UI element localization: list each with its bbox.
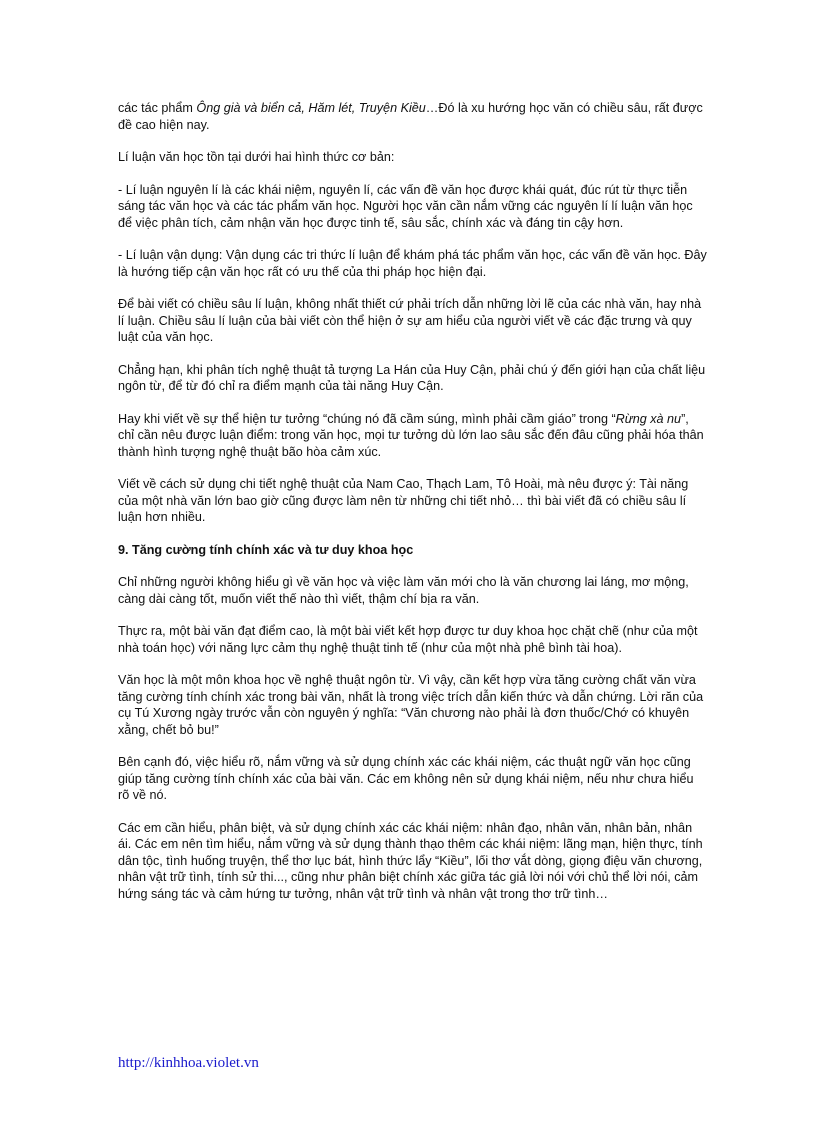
paragraph-7-pre: Hay khi viết về sự thể hiện tư tưởng “chúng nó đã cầm súng, mình phải cầm giáo” trong “ — [118, 411, 616, 426]
paragraph-8: Viết về cách sử dụng chi tiết nghệ thuật của Nam Cao, Thạch Lam, Tô Hoài, mà nêu được ý: Tài năng của một nhà văn lớn bao giờ cũng được làm nên từ những chi tiết nhỏ… thì bài viết đã có chiều sâu lí luận hơn nhiều. — [118, 477, 689, 524]
paragraph-6: Chẳng hạn, khi phân tích nghệ thuật tả tượng La Hán của Huy Cận, phải chú ý đến giới hạn của chất liệu ngôn từ, để từ đó chỉ ra điểm mạnh của tài năng Huy Cận. — [118, 362, 706, 393]
paragraph-1 — [118, 100, 708, 133]
paragraph-10: Thực ra, một bài văn đạt điểm cao, là một bài viết kết hợp được tư duy khoa học chặt chẽ (như của một nhà toán học) với năng lực cảm thụ nghệ thuật tinh tế (như của một nhà phê bình tài hoa). — [118, 624, 698, 655]
work-title: Rừng xà nu — [615, 411, 682, 426]
paragraph-9: Chỉ những người không hiểu gì về văn học và việc làm văn mới cho là văn chương lai láng, mơ mộng, càng dài càng tốt, muốn viết thế nào thì viết, thậm chí bịa ra văn. — [118, 575, 689, 606]
paragraph-1-pre: các tác phẩm — [118, 101, 197, 115]
paragraph-5: Để bài viết có chiều sâu lí luận, không nhất thiết cứ phải trích dẫn những lời lẽ của các nhà văn, hay nhà lí luận. Chiều sâu lí luận của bài viết còn thể hiện ở sự am hiểu của người viết về các đặc trưng và quy luật của văn học. — [118, 297, 702, 344]
paragraph-1-post: …Đó là xu hướng học văn có chiều sâu, rất được đề cao hiện nay. — [118, 101, 703, 132]
paragraph-2: Lí luận văn học tồn tại dưới hai hình thức cơ bản: — [118, 150, 395, 164]
section-heading: 9. Tăng cường tính chính xác và tư duy khoa học — [118, 542, 414, 557]
paragraph-3: - Lí luận nguyên lí là các khái niệm, nguyên lí, các vấn đề văn học được khái quát, đúc rút từ thực tiễn sáng tác văn học và các tác phẩm văn học. Người học văn cần nắm vững các nguyên lí lí luận văn học để việc phân tích, cảm nhận văn học được tinh tế, sâu sắc, chính xác và đáng tin cậy hơn. — [118, 182, 693, 230]
paragraph-13: Các em cần hiểu, phân biệt, và sử dụng chính xác các khái niệm: nhân đạo, nhân văn, nhân bản, nhân ái. Các em nên tìm hiểu, nắm vững và sử dụng thành thạo thêm các khái niệm: lãng mạn, hiện thực, tính dân tộc, tình huống truyện, thể thơ lục bát, hình thức lẩy “Kiều”, lối thơ vắt dòng, giọng điệu văn chương, nhân vật trữ tình, tính sử thi..., cũng như phân biệt chính xác giữa tác giả lời nói với chủ thể lời nói, cảm hứng sáng tác và cảm hứng tư tưởng, nhân vật trữ tình và nhân vật trong thơ trữ tình… — [118, 820, 703, 901]
paragraph-12: Bên cạnh đó, việc hiểu rõ, nắm vững và sử dụng chính xác các khái niệm, các thuật ngữ văn học cũng giúp tăng cường tính chính xác của bài văn. Các em không nên sử dụng khái niệm, nếu như chưa hiểu rõ về nó. — [118, 755, 694, 802]
document-body — [118, 100, 708, 918]
paragraph-7 — [118, 411, 708, 461]
paragraph-11: Văn học là một môn khoa học về nghệ thuật ngôn từ. Vì vậy, cần kết hợp vừa tăng cường chất văn vừa tăng cường tính chính xác trong bài văn, nhất là trong việc trích dẫn kiến thức và dẫn chứng. Lời răn của cụ Tú Xương ngày trước vẫn còn nguyên ý nghĩa: “Văn chương nào phải là đơn thuốc/Chớ có khuyên xằng, chết bỏ bu!” — [118, 673, 704, 737]
footer-link[interactable]: http://kinhhoa.violet.vn — [118, 1055, 259, 1071]
paragraph-4: - Lí luận vận dụng: Vận dụng các tri thức lí luận để khám phá tác phẩm văn học, các vấn đề văn học. Đây là hướng tiếp cận văn học rất có ưu thế của thi pháp học hiện đại. — [118, 248, 707, 279]
works-title: Ông già và biển cả, Hăm lét, Truyện Kiều — [196, 101, 426, 115]
paragraph-7-post: ”, chỉ cần nêu được luận điểm: trong văn học, mọi tư tưởng dù lớn lao sâu sắc đến đâu cũng phải hóa thân thành hình tượng nghệ thuật bão hòa cảm xúc. — [118, 411, 704, 459]
